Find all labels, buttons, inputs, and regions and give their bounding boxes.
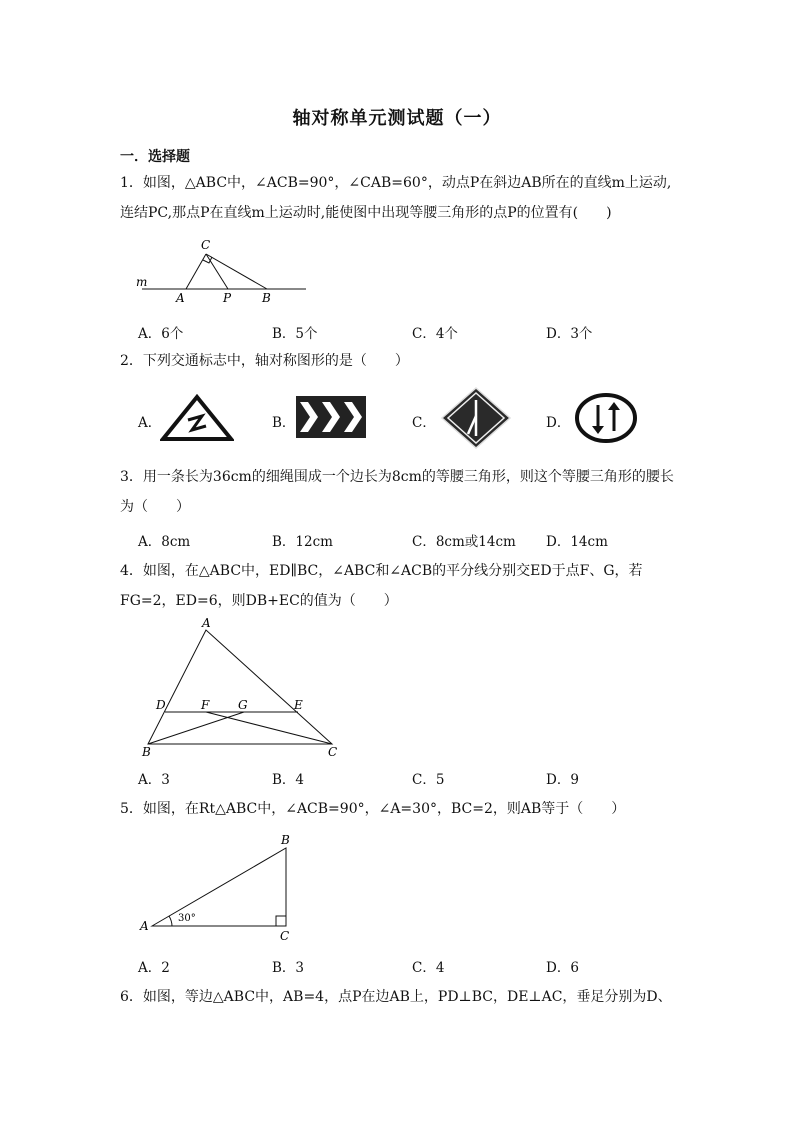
segment-cp <box>206 254 228 289</box>
q1-option-b: B．5个 <box>272 326 318 342</box>
q2-option-b-label: B． <box>272 415 296 431</box>
q2-option-c-label: C． <box>412 415 436 431</box>
question-6-text: 6．如图，等边△ABC中，AB=4，点P在边AB上，PD⊥BC，DE⊥AC，垂足分别为D、 <box>120 989 672 1005</box>
q1-option-d: D．3个 <box>546 326 593 342</box>
question-1-text: 1．如图，△ABC中，∠ACB=90°，∠CAB=60°，动点P在斜边AB所在的直线m上运动,连结PC,那点P在直线m上运动时,能使图中出现等腰三角形的点P的位置有( ) <box>120 175 672 221</box>
two-way-arrows-sign-icon <box>574 392 638 444</box>
q4-option-b: B．4 <box>272 772 305 788</box>
label-a: A <box>176 291 185 305</box>
q3-option-b: B．12cm <box>272 534 333 550</box>
q4-option-c: C．5 <box>412 772 445 788</box>
label-b: B <box>262 291 271 305</box>
q5-option-b: B．3 <box>272 960 305 976</box>
label-c: C <box>280 929 290 943</box>
q4-option-d: D．9 <box>546 772 579 788</box>
question-3-text: 3．用一条长为36cm的细绳围成一个边长为8cm的等腰三角形，则这个等腰三角形的腰长为（ ） <box>120 469 674 515</box>
label-f: F <box>201 698 210 712</box>
question-2-text: 2．下列交通标志中，轴对称图形的是（ ） <box>120 353 409 369</box>
label-30deg: 30° <box>178 913 196 924</box>
label-a: A <box>202 616 211 630</box>
q1-option-a: A．6个 <box>138 326 184 342</box>
q5-option-c: C．4 <box>412 960 445 976</box>
question-4-figure <box>140 616 345 761</box>
q2-option-d-label: D． <box>546 415 571 431</box>
q4-option-a: A．3 <box>138 772 170 788</box>
label-p: P <box>223 291 232 305</box>
q1-option-c: C．4个 <box>412 326 458 342</box>
angle-arc <box>169 916 172 926</box>
q5-option-a: A．2 <box>138 960 170 976</box>
segment-bg <box>148 712 244 744</box>
q3-option-d: D．14cm <box>546 534 608 550</box>
section-heading: 一．选择题 <box>120 149 190 165</box>
triangle-abc <box>148 630 332 744</box>
label-m: m <box>136 275 148 289</box>
q2-option-a-label: A． <box>138 415 162 431</box>
q3-option-c: C．8cm或14cm <box>412 534 516 550</box>
label-c: C <box>201 238 211 252</box>
segment-cb <box>206 254 267 289</box>
warning-z-sign-icon <box>160 394 234 442</box>
chevron-arrows-sign-icon <box>296 396 366 438</box>
q5-option-d: D．6 <box>546 960 579 976</box>
label-e: E <box>294 698 303 712</box>
right-angle-mark <box>276 916 286 926</box>
question-5-text: 5．如图，在Rt△ABC中，∠ACB=90°，∠A=30°，BC=2，则AB等于（ ） <box>120 801 626 817</box>
triangle-abc <box>152 848 286 926</box>
question-1-figure <box>134 236 314 308</box>
question-5-figure <box>138 830 308 945</box>
label-g: G <box>238 698 248 712</box>
question-4-text: 4．如图，在△ABC中，ED∥BC，∠ABC和∠ACB的平分线分别交ED于点F、G，若FG=2，ED=6，则DB+EC的值为（ ） <box>120 563 643 609</box>
page-title: 轴对称单元测试题（一） <box>292 108 502 129</box>
diamond-merge-sign-icon <box>440 386 512 450</box>
segment-cf <box>206 712 332 744</box>
label-b: B <box>142 745 151 759</box>
label-b: B <box>281 833 290 847</box>
q3-option-a: A．8cm <box>138 534 191 550</box>
label-a: A <box>140 919 149 933</box>
segment-ac <box>186 254 206 289</box>
label-c: C <box>328 745 338 759</box>
label-d: D <box>156 698 166 712</box>
